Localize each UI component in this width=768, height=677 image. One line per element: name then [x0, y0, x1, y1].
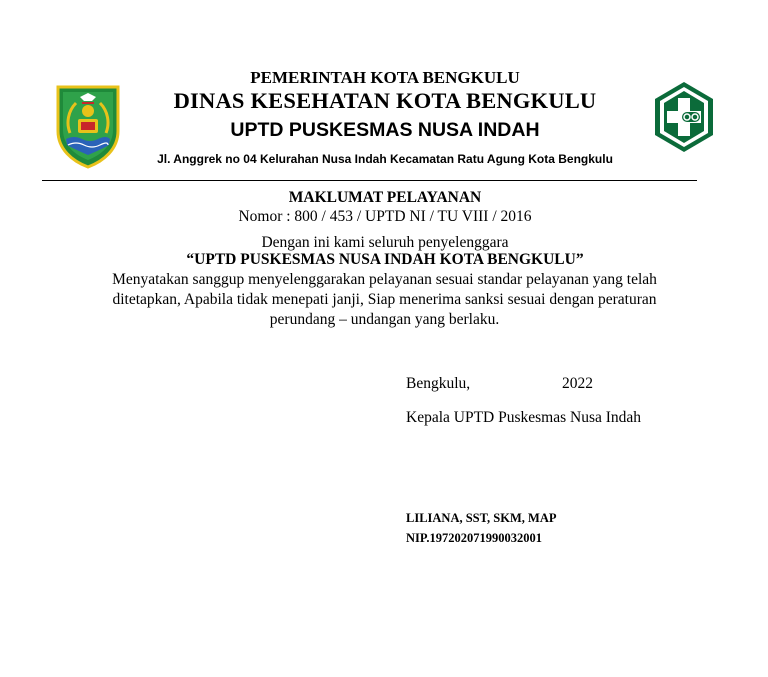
document-number: Nomor : 800 / 453 / UPTD NI / TU VIII / 2016	[238, 208, 532, 225]
signature-year: 2022	[562, 375, 593, 392]
puskesmas-cross-icon	[652, 80, 716, 154]
signer-title: Kepala UPTD Puskesmas Nusa Indah	[406, 409, 642, 426]
organization-name: “UPTD PUSKESMAS NUSA INDAH KOTA BENGKULU”	[186, 251, 584, 268]
signature-place: Bengkulu,	[406, 375, 471, 392]
government-name: PEMERINTAH KOTA BENGKULU	[250, 68, 520, 87]
statement-paragraph: Menyatakan sanggup menyelenggarakan pelayanan sesuai standar pelayanan yang telah ditetapkan, Apabila tidak menepati janji, Siap menerima sanksi sesuai dengan peraturan perundang – undangan yang berlaku.	[112, 271, 657, 328]
document-title: MAKLUMAT PELAYANAN	[288, 189, 482, 206]
department-name: DINAS KESEHATAN KOTA BENGKULU	[173, 88, 597, 113]
address-line: Jl. Anggrek no 04 Kelurahan Nusa Indah Kecamatan Ratu Agung Kota Bengkulu	[157, 152, 613, 166]
letterhead-divider	[42, 180, 697, 181]
unit-name: UPTD PUSKESMAS NUSA INDAH	[230, 119, 540, 141]
signer-nip: NIP.197202071990032001	[406, 531, 543, 545]
bengkulu-city-emblem-icon	[52, 83, 124, 169]
intro-text: Dengan ini kami seluruh penyelenggara	[261, 234, 509, 251]
signer-name: LILIANA, SST, SKM, MAP	[406, 511, 557, 525]
